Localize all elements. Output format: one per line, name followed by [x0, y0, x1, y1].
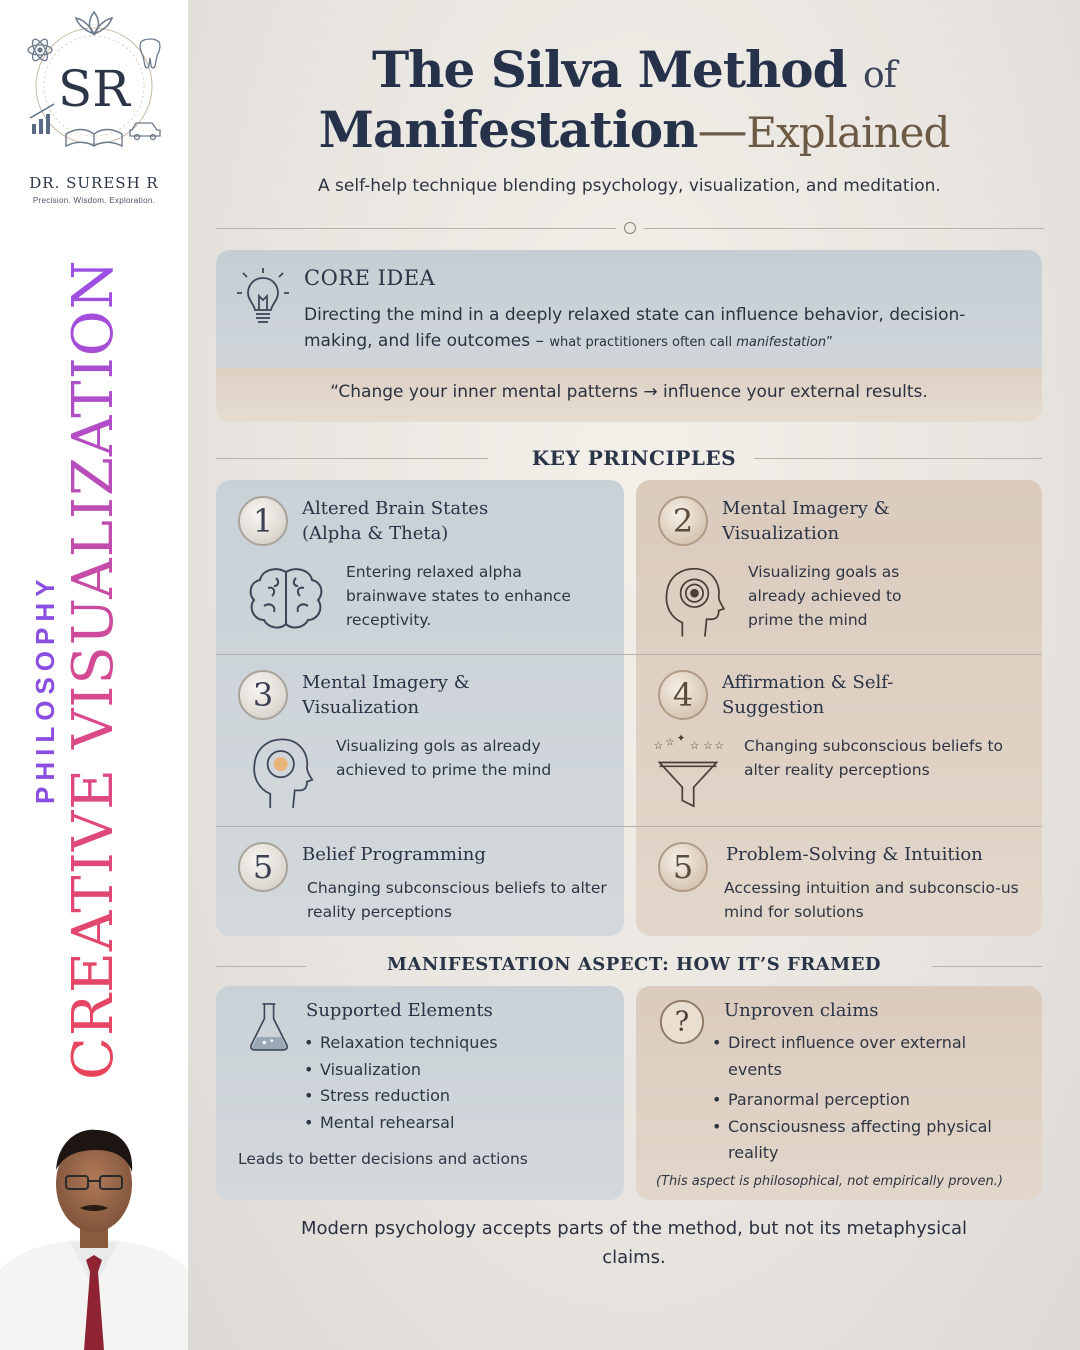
portrait-photo [0, 1120, 188, 1350]
title-dash: — [697, 101, 747, 159]
principle-card-2 [636, 480, 1042, 654]
head-glow-icon [244, 732, 314, 812]
supported-elements-panel [216, 986, 624, 1200]
list-item: • Paranormal perception [712, 1087, 1012, 1114]
core-idea-quote-band [216, 368, 1042, 422]
principle-number: 5 [658, 842, 708, 892]
unproven-title: Unproven claims [724, 1000, 879, 1021]
title-of: of [863, 55, 897, 96]
logo-emblem [14, 6, 174, 156]
list-item: • Visualization [304, 1057, 498, 1084]
principle-number: 4 [658, 670, 708, 720]
principle-number: 3 [238, 670, 288, 720]
core-text-end: ” [826, 335, 833, 350]
principle-desc: Entering relaxed alpha brainwave states to enhance receptivity. [346, 563, 571, 629]
closing-statement: Modern psychology accepts parts of the method, but not its metaphysical claims. [300, 1218, 968, 1268]
brand-name: DR. SURESH R [29, 174, 159, 192]
principle-desc: Accessing intuition and subconscio-us mind for solutions [724, 879, 1019, 921]
principle-title: Belief Programming [302, 844, 486, 865]
core-idea-quote: “Change your inner mental patterns → influence your external results. [330, 382, 928, 402]
unproven-footer: (This aspect is philosophical, not empirically proven.) [656, 1174, 1003, 1189]
principle-title: Mental Imagery & Visualization [302, 672, 470, 718]
car-icon [130, 123, 160, 140]
svg-text:✦: ✦ [676, 734, 686, 745]
list-item: • Direct influence over external events [712, 1030, 1012, 1083]
key-principles-heading: KEY PRINCIPLES [531, 446, 737, 470]
core-idea-heading: CORE IDEA [304, 266, 436, 290]
unproven-list [712, 1030, 1012, 1167]
svg-text:☆: ☆ [689, 740, 700, 753]
subtitle: A self-help technique blending psychology, visualization, and meditation. [318, 176, 941, 196]
list-item: • Consciousness affecting physical reality [712, 1114, 1012, 1167]
list-item: • Mental rehearsal [304, 1110, 498, 1137]
principle-card-6 [636, 826, 1042, 936]
svg-text:☆: ☆ [703, 740, 713, 753]
core-idea-panel [216, 250, 1042, 422]
title-main: The Silva Method [371, 40, 847, 99]
principle-desc: Changing subconscious beliefs to alter reality perceptions [744, 737, 1004, 779]
book-icon [66, 130, 122, 147]
manifestation-divider-right [932, 966, 1042, 967]
principle-number: 2 [658, 496, 708, 546]
brand-logo [14, 6, 174, 211]
svg-text:☆: ☆ [665, 736, 675, 749]
svg-text:?: ? [674, 1006, 690, 1038]
principle-card-4 [636, 654, 1042, 826]
title-divider-left [216, 228, 616, 229]
principle-card-5 [216, 826, 624, 936]
vertical-title [30, 259, 130, 1080]
core-text-small-plain: what practitioners often call [549, 335, 733, 350]
bar-chart-icon [30, 104, 54, 134]
title-line-1 [188, 40, 1080, 99]
principles-divider-right [754, 458, 1042, 459]
side-label-creative-visualization: CREATIVE VISUALIZATION [61, 259, 126, 1080]
principle-title: Affirmation & Self-Suggestion [722, 672, 894, 718]
infographic-poster [188, 0, 1080, 1350]
title-divider-right [644, 228, 1044, 229]
principle-desc: Visualizing goals as already achieved to prime the mind [748, 563, 902, 629]
supported-list [304, 1030, 498, 1136]
flask-icon [246, 1000, 292, 1052]
title-explained: Explained [746, 108, 950, 157]
brain-icon [246, 564, 326, 634]
core-text-small [549, 335, 832, 350]
svg-text:SR: SR [58, 60, 130, 118]
supported-footer: Leads to better decisions and actions [238, 1150, 528, 1168]
principle-desc: Changing subconscious beliefs to alter reality perceptions [307, 879, 607, 921]
core-idea-text [304, 302, 1024, 356]
question-icon [658, 998, 706, 1046]
title-line-2 [188, 100, 1080, 159]
principle-card-1 [216, 480, 624, 654]
principle-title: Altered Brain States (Alpha & Theta) [302, 498, 489, 544]
list-item: • Stress reduction [304, 1083, 498, 1110]
supported-title: Supported Elements [306, 1000, 493, 1021]
principle-card-3 [216, 654, 624, 826]
lightbulb-icon [236, 266, 290, 330]
principle-title: Mental Imagery & Visualization [722, 498, 890, 544]
core-idea-body [216, 250, 1042, 368]
brand-tagline: Precision. Wisdom. Exploration. [32, 196, 156, 205]
unproven-claims-panel [636, 986, 1042, 1200]
core-text-main: Directing the mind in a deeply relaxed state can influence behavior, decision-making, and life outcomes – [304, 305, 966, 351]
list-item: • Relaxation techniques [304, 1030, 498, 1057]
lotus-icon [76, 12, 112, 34]
svg-text:☆: ☆ [653, 740, 664, 753]
head-target-icon [656, 562, 726, 640]
core-text-italic: manifestation [736, 335, 827, 350]
divider-ornament [624, 222, 636, 234]
principle-number: 1 [238, 496, 288, 546]
principle-desc: Visualizing gols as already achieved to prime the mind [336, 737, 552, 779]
sidebar [0, 0, 188, 1350]
stars-funnel-icon [650, 734, 726, 810]
principle-number: 5 [238, 842, 288, 892]
tooth-icon [140, 39, 160, 68]
principle-title: Problem-Solving & Intuition [726, 844, 983, 865]
side-label-philosophy: PHILOSOPHY [30, 573, 60, 804]
svg-text:☆: ☆ [714, 740, 724, 753]
title-manifestation: Manifestation [318, 100, 698, 159]
manifestation-heading: MANIFESTATION ASPECT: HOW IT’S FRAMED [386, 954, 882, 975]
